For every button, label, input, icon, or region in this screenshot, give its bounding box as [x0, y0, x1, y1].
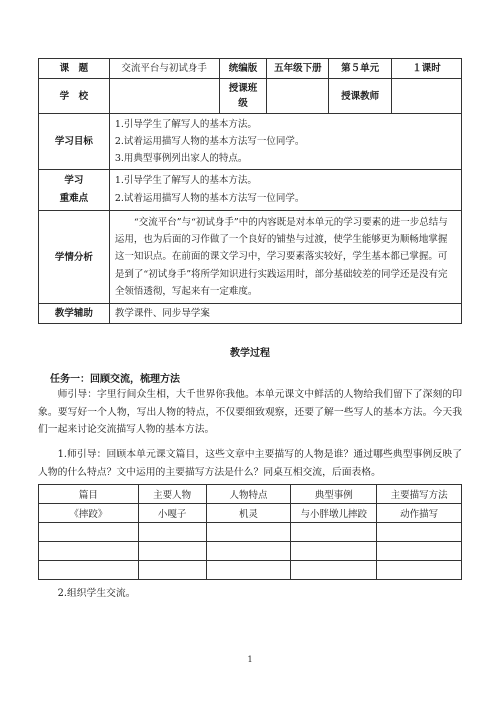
- lesson-title: 交流平台与初试身手: [109, 59, 219, 79]
- table-cell: [291, 561, 377, 580]
- goal-item: 3.用典型事例列出家人的特点。: [114, 153, 248, 164]
- process-title: 教学过程: [230, 348, 270, 359]
- unit: 第５单元: [329, 59, 392, 79]
- analysis-label: 学情分析: [39, 211, 110, 304]
- table-cell: [138, 561, 206, 580]
- task-heading: 任务一：回顾交流，梳理方法: [50, 374, 180, 385]
- teacher-label: 授课教师: [329, 79, 392, 114]
- aids-content: 教学课件、同步导学案: [109, 304, 461, 324]
- analysis-text: “交流平台”与“初试身手”中的内容既是对本单元的学习要素的进一步总结与运用，也为后面的习作做了一个良好的铺垫与过渡，使学生能够更为顺畅地掌握这一知识点。在前面的课文学习中，学习要素落实较好，学生基本都已掌握。可是到了“初试身手”将所学知识进行实践运用时，部分基础较差的同学还是没有完全领悟透彻，写起来有一定难度。: [114, 217, 448, 297]
- table-header-cell: 主要描写方法: [377, 485, 462, 504]
- table-row: [39, 523, 462, 542]
- goals-content: [109, 114, 461, 170]
- table-row: [39, 542, 462, 561]
- table-cell: [138, 542, 206, 561]
- table-cell: [39, 561, 139, 580]
- goals-label: 学习目标: [39, 114, 110, 170]
- table-row: [39, 561, 462, 580]
- class-label: 授课班级: [219, 79, 267, 114]
- step-two: 2.组织学生交流。: [57, 588, 136, 599]
- table-cell: 机灵: [206, 504, 291, 523]
- key-points-label-line1: 学习: [64, 175, 84, 186]
- page-number: 1: [247, 655, 253, 664]
- table-row: [39, 504, 462, 523]
- table-cell: [377, 561, 462, 580]
- instruction-paragraph: 1.师引导：回顾本单元课文篇目，这些文章中主要描写的人物是谁？通过哪些典型事例反映了人物的什么特点？文中运用的主要描写方法是什么？同桌互相交流，后面表格。: [38, 449, 462, 478]
- school-label: 学 校: [39, 79, 110, 114]
- class-hours: １课时: [392, 59, 462, 79]
- table-cell: [377, 542, 462, 561]
- grade: 五年级下册: [267, 59, 329, 79]
- lesson-info-table: [38, 58, 462, 324]
- review-table: [38, 484, 462, 580]
- goal-item: 1.引导学生了解写人的基本方法。: [114, 119, 257, 130]
- table-cell: [377, 523, 462, 542]
- key-point-item: 2.试着运用描写人物的基本方法写一位同学。: [114, 193, 305, 204]
- table-cell: [206, 523, 291, 542]
- table-header-cell: 主要人物: [138, 485, 206, 504]
- intro-paragraph: 师引导：字里行间众生相，大千世界你我他。本单元课文中鲜活的人物给我们留下了深刻的印象。要写好一个人物，写出人物的特点，不仅要细致观察，还要了解一些写人的基本方法。今天我们一起来讨论交流描写人物的基本方法。: [38, 389, 462, 435]
- teacher-value: [392, 79, 462, 114]
- table-cell: [291, 542, 377, 561]
- table-cell: [39, 542, 139, 561]
- aids-label: 教学辅助: [39, 304, 110, 324]
- table-cell: [206, 542, 291, 561]
- table-cell: [206, 561, 291, 580]
- table-header-cell: 典型事例: [291, 485, 377, 504]
- table-cell: 动作描写: [377, 504, 462, 523]
- table-cell: 与小胖墩儿摔跤: [291, 504, 377, 523]
- table-cell: [39, 523, 139, 542]
- table-header-cell: 人物特点: [206, 485, 291, 504]
- analysis-content: [109, 211, 461, 304]
- school-value: [109, 79, 219, 114]
- key-points-label: [39, 170, 110, 211]
- edition: 统编版: [219, 59, 267, 79]
- class-value: [267, 79, 329, 114]
- table-header-row: [39, 485, 462, 504]
- key-points-label-line2: 重难点: [59, 193, 89, 204]
- table-header-cell: 篇目: [39, 485, 139, 504]
- table-cell: 《摔跤》: [39, 504, 139, 523]
- key-points-content: [109, 170, 461, 211]
- topic-label: 课 题: [39, 59, 110, 79]
- table-cell: 小嘎子: [138, 504, 206, 523]
- key-point-item: 1.引导学生了解写人的基本方法。: [114, 175, 257, 186]
- table-cell: [138, 523, 206, 542]
- goal-item: 2.试着运用描写人物的基本方法写一位同学。: [114, 136, 305, 147]
- table-cell: [291, 523, 377, 542]
